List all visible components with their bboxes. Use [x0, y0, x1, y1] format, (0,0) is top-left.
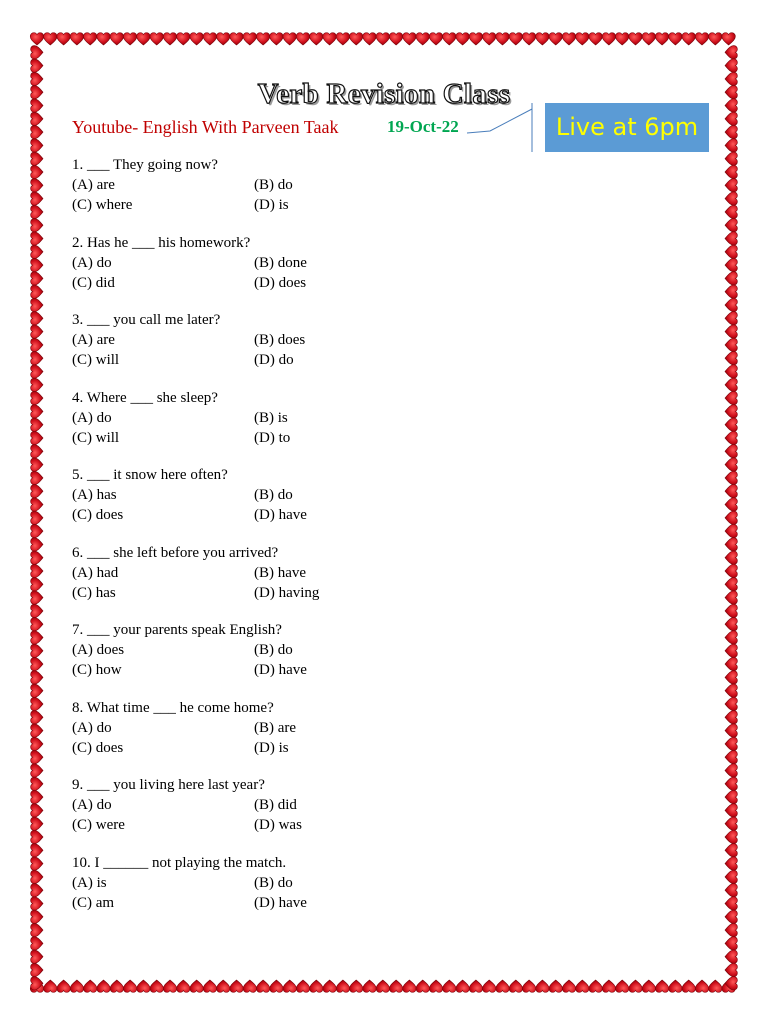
question-item: [72, 157, 472, 235]
option-a: (A) has: [72, 487, 117, 503]
option-d: (D) was: [254, 817, 302, 833]
option-b: (B) did: [254, 797, 297, 813]
option-c: (C) will: [72, 352, 120, 368]
option-d: (D) is: [254, 197, 289, 213]
question-item: [72, 545, 472, 623]
option-d: (D) have: [254, 507, 307, 523]
option-c: (C) will: [72, 429, 120, 446]
option-a: (A) do: [72, 254, 112, 271]
option-d: (D) is: [254, 739, 289, 756]
option-b: (B) do: [254, 642, 293, 658]
question-item: [72, 312, 472, 390]
option-a: (A) are: [72, 177, 115, 193]
option-a: (A) does: [72, 642, 125, 658]
question-item: [72, 855, 472, 933]
class-date: 19-Oct-22: [387, 117, 459, 136]
live-time-callout: Live at 6pm: [545, 103, 709, 152]
question-item: [72, 235, 472, 313]
question-stem: 3. ___ you call me later?: [72, 312, 221, 328]
option-a: (A) do: [72, 409, 112, 426]
youtube-channel-subtitle: Youtube- English With Parveen Taak: [72, 117, 339, 137]
option-a: (A) had: [72, 564, 119, 581]
option-d: (D) does: [254, 274, 307, 291]
option-d: (D) have: [254, 662, 307, 678]
option-b: (B) done: [254, 254, 307, 271]
option-c: (C) how: [72, 662, 122, 678]
question-stem: 10. I ______ not playing the match.: [72, 854, 287, 871]
question-item: [72, 467, 472, 545]
question-item: [72, 390, 472, 468]
question-stem: 2. Has he ___ his homework?: [72, 234, 251, 251]
question-stem: 1. ___ They going now?: [72, 157, 218, 173]
option-d: (D) do: [254, 352, 294, 368]
page-title: Verb Revision Class: [257, 78, 511, 110]
question-stem: 8. What time ___ he come home?: [72, 699, 274, 716]
option-c: (C) where: [72, 197, 133, 213]
option-d: (D) have: [254, 894, 307, 911]
question-item: [72, 622, 472, 700]
option-a: (A) is: [72, 874, 107, 891]
option-b: (B) is: [254, 409, 288, 426]
option-c: (C) has: [72, 584, 116, 601]
option-b: (B) do: [254, 874, 293, 891]
option-a: (A) do: [72, 797, 112, 813]
option-b: (B) do: [254, 487, 293, 503]
option-a: (A) do: [72, 719, 112, 736]
option-d: (D) having: [254, 584, 320, 601]
option-b: (B) are: [254, 719, 297, 736]
option-b: (B) do: [254, 177, 293, 193]
option-c: (C) were: [72, 817, 125, 833]
question-item: [72, 777, 472, 855]
question-item: [72, 700, 472, 778]
question-list: [72, 157, 472, 932]
question-stem: 5. ___ it snow here often?: [72, 467, 228, 483]
option-b: (B) have: [254, 564, 307, 581]
question-stem: 9. ___ you living here last year?: [72, 777, 265, 793]
option-a: (A) are: [72, 332, 115, 348]
question-stem: 4. Where ___ she sleep?: [72, 389, 218, 406]
option-b: (B) does: [254, 332, 306, 348]
question-stem: 7. ___ your parents speak English?: [72, 622, 282, 638]
option-d: (D) to: [254, 429, 291, 446]
question-stem: 6. ___ she left before you arrived?: [72, 544, 279, 561]
option-c: (C) does: [72, 507, 124, 523]
option-c: (C) am: [72, 894, 115, 911]
option-c: (C) did: [72, 274, 115, 291]
option-c: (C) does: [72, 739, 124, 756]
